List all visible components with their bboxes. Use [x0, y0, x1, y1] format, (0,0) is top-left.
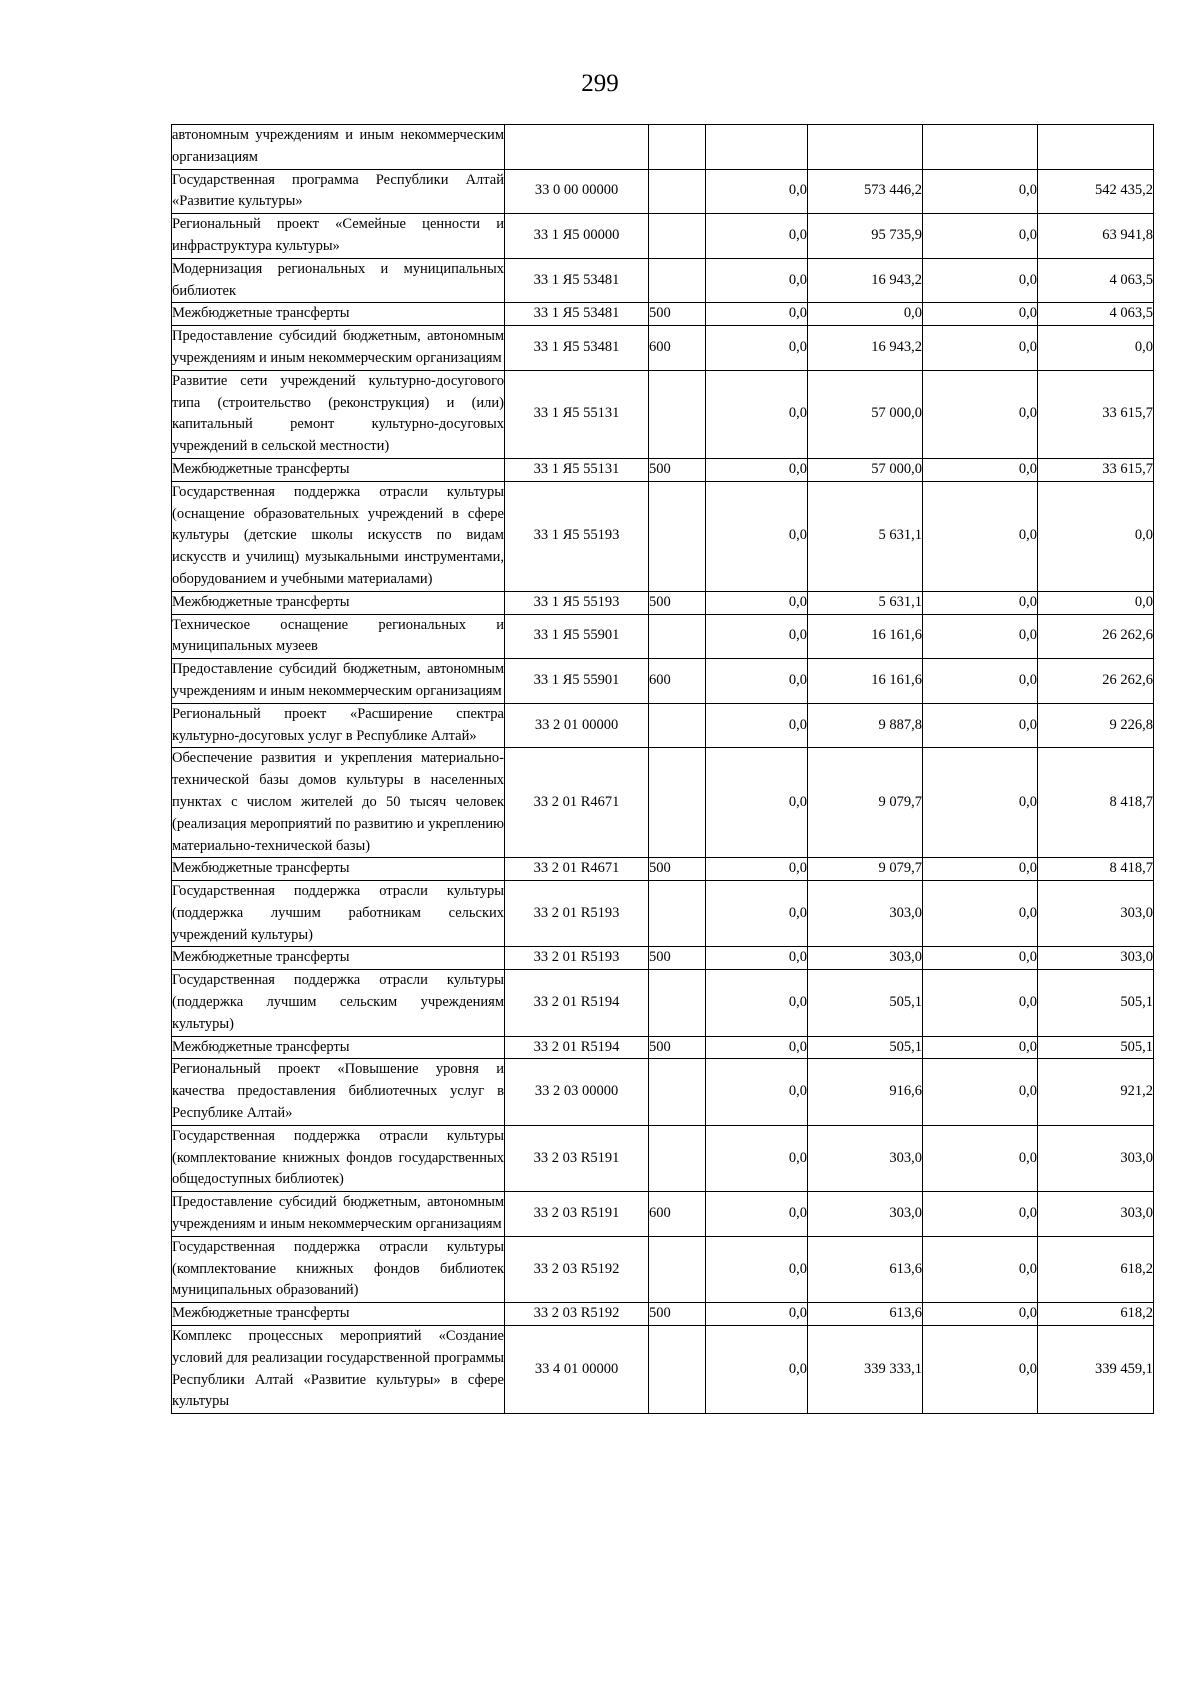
- target-code: 33 1 Я5 55901: [505, 659, 649, 704]
- amount-col-2: 57 000,0: [808, 370, 923, 458]
- target-code: 33 2 01 R4671: [505, 858, 649, 881]
- amount-col-3: 0,0: [923, 703, 1038, 748]
- item-name: Развитие сети учреждений культурно-досугового типа (строительство (реконструкция) и (или) капитальный ремонт культурно-досуговых учреждений в сельской местности): [172, 370, 505, 458]
- amount-col-1: 0,0: [706, 1303, 808, 1326]
- table-row: [172, 614, 1154, 659]
- table-row: [172, 659, 1154, 704]
- amount-col-2: 0,0: [808, 303, 923, 326]
- table-row: [172, 326, 1154, 371]
- amount-col-2: 613,6: [808, 1303, 923, 1326]
- amount-col-4: 505,1: [1038, 970, 1154, 1036]
- amount-col-4: 8 418,7: [1038, 748, 1154, 858]
- target-code: 33 2 03 R5191: [505, 1192, 649, 1237]
- amount-col-1: 0,0: [706, 748, 808, 858]
- amount-col-1: 0,0: [706, 703, 808, 748]
- amount-col-3: 0,0: [923, 1059, 1038, 1125]
- table-row: [172, 303, 1154, 326]
- amount-col-4: 33 615,7: [1038, 370, 1154, 458]
- amount-col-3: 0,0: [923, 1236, 1038, 1302]
- target-code: 33 2 01 00000: [505, 703, 649, 748]
- expense-type: [649, 614, 706, 659]
- expense-type: 500: [649, 1303, 706, 1326]
- target-code: 33 1 Я5 55901: [505, 614, 649, 659]
- amount-col-4: 26 262,6: [1038, 614, 1154, 659]
- target-code: 33 1 Я5 55131: [505, 458, 649, 481]
- item-name: Предоставление субсидий бюджетным, автономным учреждениям и иным некоммерческим организациям: [172, 1192, 505, 1237]
- amount-col-2: 505,1: [808, 1036, 923, 1059]
- expense-type: 500: [649, 858, 706, 881]
- target-code: 33 1 Я5 53481: [505, 326, 649, 371]
- amount-col-2: 505,1: [808, 970, 923, 1036]
- table-row: [172, 370, 1154, 458]
- table-row: [172, 214, 1154, 259]
- amount-col-1: 0,0: [706, 858, 808, 881]
- table-row: [172, 1192, 1154, 1237]
- target-code: 33 1 Я5 53481: [505, 258, 649, 303]
- amount-col-3: 0,0: [923, 970, 1038, 1036]
- expense-type: [649, 481, 706, 591]
- amount-col-1: 0,0: [706, 214, 808, 259]
- item-name: Модернизация региональных и муниципальных библиотек: [172, 258, 505, 303]
- amount-col-1: 0,0: [706, 169, 808, 214]
- table-row: [172, 258, 1154, 303]
- amount-col-3: 0,0: [923, 326, 1038, 371]
- item-name: Обеспечение развития и укрепления материально-технической базы домов культуры в населенных пунктах с числом жителей до 50 тысяч человек (реализация мероприятий по развитию и укреплению материально-технической базы): [172, 748, 505, 858]
- amount-col-3: 0,0: [923, 169, 1038, 214]
- amount-col-2: 16 943,2: [808, 258, 923, 303]
- item-name: Государственная программа Республики Алтай «Развитие культуры»: [172, 169, 505, 214]
- table-row: [172, 125, 1154, 170]
- item-name: Комплекс процессных мероприятий «Создание условий для реализации государственной программы Республики Алтай «Развитие культуры» в сфере культуры: [172, 1326, 505, 1414]
- target-code: 33 0 00 00000: [505, 169, 649, 214]
- table-row: [172, 169, 1154, 214]
- amount-col-2: 339 333,1: [808, 1326, 923, 1414]
- table-row: [172, 1059, 1154, 1125]
- amount-col-2: 57 000,0: [808, 458, 923, 481]
- amount-col-2: 613,6: [808, 1236, 923, 1302]
- target-code: 33 1 Я5 55193: [505, 481, 649, 591]
- amount-col-1: 0,0: [706, 370, 808, 458]
- amount-col-4: 303,0: [1038, 1192, 1154, 1237]
- item-name: Техническое оснащение региональных и муниципальных музеев: [172, 614, 505, 659]
- amount-col-1: 0,0: [706, 258, 808, 303]
- amount-col-1: 0,0: [706, 1326, 808, 1414]
- expense-type: [649, 703, 706, 748]
- target-code: 33 2 03 R5191: [505, 1125, 649, 1191]
- amount-col-3: 0,0: [923, 858, 1038, 881]
- amount-col-3: 0,0: [923, 1303, 1038, 1326]
- target-code: 33 2 03 R5192: [505, 1236, 649, 1302]
- table-row: [172, 881, 1154, 947]
- amount-col-3: 0,0: [923, 591, 1038, 614]
- amount-col-4: 63 941,8: [1038, 214, 1154, 259]
- expense-type: 600: [649, 326, 706, 371]
- amount-col-1: 0,0: [706, 326, 808, 371]
- target-code: 33 2 03 R5192: [505, 1303, 649, 1326]
- amount-col-4: [1038, 125, 1154, 170]
- amount-col-4: 0,0: [1038, 481, 1154, 591]
- expense-type: 600: [649, 659, 706, 704]
- target-code: 33 2 01 R5193: [505, 881, 649, 947]
- amount-col-2: 303,0: [808, 881, 923, 947]
- amount-col-2: 5 631,1: [808, 591, 923, 614]
- amount-col-2: 16 943,2: [808, 326, 923, 371]
- amount-col-3: 0,0: [923, 370, 1038, 458]
- amount-col-2: [808, 125, 923, 170]
- expense-type: [649, 125, 706, 170]
- amount-col-3: [923, 125, 1038, 170]
- item-name: Предоставление субсидий бюджетным, автономным учреждениям и иным некоммерческим организациям: [172, 659, 505, 704]
- expense-type: 500: [649, 303, 706, 326]
- item-name: Межбюджетные трансферты: [172, 458, 505, 481]
- table-row: [172, 458, 1154, 481]
- target-code: 33 2 03 00000: [505, 1059, 649, 1125]
- amount-col-2: 303,0: [808, 947, 923, 970]
- amount-col-4: 921,2: [1038, 1059, 1154, 1125]
- item-name: Государственная поддержка отрасли культуры (оснащение образовательных учреждений в сфере культуры (детские школы искусств по видам искусств и училищ) музыкальными инструментами, оборудованием и учебными материалами): [172, 481, 505, 591]
- amount-col-1: 0,0: [706, 303, 808, 326]
- amount-col-4: 303,0: [1038, 947, 1154, 970]
- expense-type: 500: [649, 947, 706, 970]
- item-name: Региональный проект «Повышение уровня и качества предоставления библиотечных услуг в Республике Алтай»: [172, 1059, 505, 1125]
- target-code: 33 2 01 R5194: [505, 970, 649, 1036]
- amount-col-1: 0,0: [706, 659, 808, 704]
- amount-col-4: 303,0: [1038, 881, 1154, 947]
- item-name: Государственная поддержка отрасли культуры (поддержка лучшим работникам сельских учреждений культуры): [172, 881, 505, 947]
- amount-col-4: 505,1: [1038, 1036, 1154, 1059]
- amount-col-1: 0,0: [706, 591, 808, 614]
- amount-col-4: 0,0: [1038, 326, 1154, 371]
- target-code: [505, 125, 649, 170]
- amount-col-1: 0,0: [706, 1192, 808, 1237]
- amount-col-2: 5 631,1: [808, 481, 923, 591]
- expense-type: [649, 1236, 706, 1302]
- amount-col-2: 16 161,6: [808, 659, 923, 704]
- table-row: [172, 591, 1154, 614]
- expense-type: [649, 258, 706, 303]
- amount-col-3: 0,0: [923, 947, 1038, 970]
- amount-col-3: 0,0: [923, 303, 1038, 326]
- amount-col-3: 0,0: [923, 748, 1038, 858]
- amount-col-1: [706, 125, 808, 170]
- amount-col-3: 0,0: [923, 1125, 1038, 1191]
- target-code: 33 1 Я5 55193: [505, 591, 649, 614]
- item-name: Межбюджетные трансферты: [172, 303, 505, 326]
- item-name: Государственная поддержка отрасли культуры (поддержка лучшим сельским учреждениям культуры): [172, 970, 505, 1036]
- table-row: [172, 1236, 1154, 1302]
- amount-col-1: 0,0: [706, 970, 808, 1036]
- amount-col-4: 9 226,8: [1038, 703, 1154, 748]
- item-name: Государственная поддержка отрасли культуры (комплектование книжных фондов библиотек муниципальных образований): [172, 1236, 505, 1302]
- table-row: [172, 947, 1154, 970]
- expense-type: [649, 748, 706, 858]
- expense-type: [649, 214, 706, 259]
- amount-col-2: 303,0: [808, 1192, 923, 1237]
- table-row: [172, 1303, 1154, 1326]
- table-row: [172, 1125, 1154, 1191]
- amount-col-3: 0,0: [923, 1036, 1038, 1059]
- amount-col-2: 916,6: [808, 1059, 923, 1125]
- table-row: [172, 970, 1154, 1036]
- expense-type: [649, 1059, 706, 1125]
- amount-col-3: 0,0: [923, 881, 1038, 947]
- item-name: Государственная поддержка отрасли культуры (комплектование книжных фондов государственных общедоступных библиотек): [172, 1125, 505, 1191]
- amount-col-2: 9 887,8: [808, 703, 923, 748]
- budget-table: [171, 124, 1154, 1414]
- expense-type: [649, 881, 706, 947]
- table-row: [172, 703, 1154, 748]
- expense-type: [649, 169, 706, 214]
- amount-col-4: 4 063,5: [1038, 258, 1154, 303]
- target-code: 33 4 01 00000: [505, 1326, 649, 1414]
- amount-col-2: 16 161,6: [808, 614, 923, 659]
- amount-col-3: 0,0: [923, 214, 1038, 259]
- amount-col-1: 0,0: [706, 1059, 808, 1125]
- target-code: 33 1 Я5 55131: [505, 370, 649, 458]
- item-name: Межбюджетные трансферты: [172, 1036, 505, 1059]
- amount-col-4: 303,0: [1038, 1125, 1154, 1191]
- expense-type: 500: [649, 591, 706, 614]
- amount-col-1: 0,0: [706, 881, 808, 947]
- expense-type: [649, 1125, 706, 1191]
- expense-type: 500: [649, 1036, 706, 1059]
- table-row: [172, 858, 1154, 881]
- item-name: Межбюджетные трансферты: [172, 591, 505, 614]
- amount-col-4: 8 418,7: [1038, 858, 1154, 881]
- amount-col-4: 542 435,2: [1038, 169, 1154, 214]
- item-name: Предоставление субсидий бюджетным, автономным учреждениям и иным некоммерческим организациям: [172, 326, 505, 371]
- target-code: 33 2 01 R4671: [505, 748, 649, 858]
- expense-type: [649, 970, 706, 1036]
- target-code: 33 2 01 R5193: [505, 947, 649, 970]
- expense-type: [649, 1326, 706, 1414]
- amount-col-1: 0,0: [706, 481, 808, 591]
- amount-col-1: 0,0: [706, 458, 808, 481]
- amount-col-4: 339 459,1: [1038, 1326, 1154, 1414]
- table-row: [172, 1326, 1154, 1414]
- amount-col-2: 573 446,2: [808, 169, 923, 214]
- target-code: 33 1 Я5 00000: [505, 214, 649, 259]
- amount-col-3: 0,0: [923, 258, 1038, 303]
- expense-type: [649, 370, 706, 458]
- amount-col-3: 0,0: [923, 659, 1038, 704]
- item-name: Межбюджетные трансферты: [172, 1303, 505, 1326]
- amount-col-3: 0,0: [923, 614, 1038, 659]
- table-row: [172, 1036, 1154, 1059]
- amount-col-2: 303,0: [808, 1125, 923, 1191]
- item-name: Региональный проект «Расширение спектра культурно-досуговых услуг в Республике Алтай»: [172, 703, 505, 748]
- amount-col-4: 618,2: [1038, 1236, 1154, 1302]
- table-row: [172, 748, 1154, 858]
- amount-col-4: 4 063,5: [1038, 303, 1154, 326]
- item-name: автономным учреждениям и иным некоммерческим организациям: [172, 125, 505, 170]
- amount-col-2: 95 735,9: [808, 214, 923, 259]
- expense-type: 500: [649, 458, 706, 481]
- amount-col-1: 0,0: [706, 1036, 808, 1059]
- amount-col-1: 0,0: [706, 1236, 808, 1302]
- target-code: 33 2 01 R5194: [505, 1036, 649, 1059]
- amount-col-4: 0,0: [1038, 591, 1154, 614]
- item-name: Межбюджетные трансферты: [172, 947, 505, 970]
- item-name: Межбюджетные трансферты: [172, 858, 505, 881]
- page-number: 299: [581, 70, 619, 97]
- amount-col-3: 0,0: [923, 1192, 1038, 1237]
- amount-col-4: 618,2: [1038, 1303, 1154, 1326]
- item-name: Региональный проект «Семейные ценности и инфраструктура культуры»: [172, 214, 505, 259]
- amount-col-2: 9 079,7: [808, 748, 923, 858]
- amount-col-1: 0,0: [706, 1125, 808, 1191]
- amount-col-1: 0,0: [706, 614, 808, 659]
- amount-col-2: 9 079,7: [808, 858, 923, 881]
- amount-col-4: 33 615,7: [1038, 458, 1154, 481]
- table-row: [172, 481, 1154, 591]
- amount-col-3: 0,0: [923, 1326, 1038, 1414]
- amount-col-1: 0,0: [706, 947, 808, 970]
- amount-col-3: 0,0: [923, 458, 1038, 481]
- amount-col-3: 0,0: [923, 481, 1038, 591]
- expense-type: 600: [649, 1192, 706, 1237]
- target-code: 33 1 Я5 53481: [505, 303, 649, 326]
- amount-col-4: 26 262,6: [1038, 659, 1154, 704]
